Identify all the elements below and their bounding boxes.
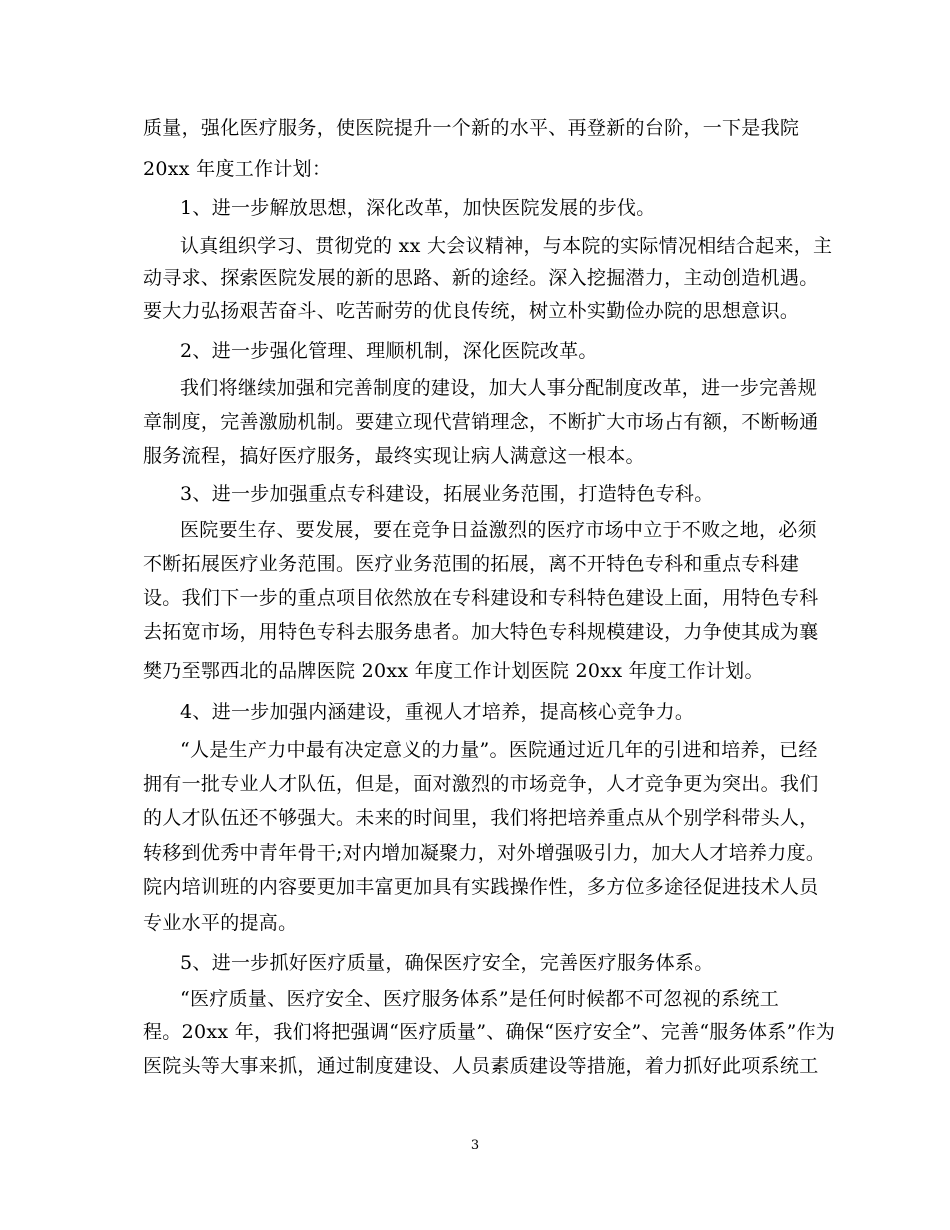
text-line: “医疗质量、医疗安全、医疗服务体系”是任何时候都不可忽视的系统工 bbox=[180, 988, 780, 1010]
text-line: 樊乃至鄂西北的品牌医院 20xx 年度工作计划医院 20xx 年度工作计划。 bbox=[143, 660, 764, 682]
text-line: 20xx 年度工作计划： bbox=[143, 158, 332, 180]
section-heading: 5、进一步抓好医疗质量，确保医疗安全，完善医疗服务体系。 bbox=[180, 952, 714, 974]
text-line: 章制度，完善激励机制。要建立现代营销理念，不断扩大市场占有额，不断畅通 bbox=[143, 411, 819, 433]
text-line: “人是生产力中最有决定意义的力量”。医院通过近几年的引进和培养，已经 bbox=[180, 739, 818, 761]
text-line: 医院要生存、要发展，要在竞争日益激烈的医疗市场中立于不败之地，必须 bbox=[180, 519, 817, 541]
text-line: 拥有一批专业人才队伍，但是，面对激烈的市场竞争，人才竞争更为突出。我们 bbox=[143, 773, 819, 795]
page-number: 3 bbox=[470, 1138, 480, 1153]
text-line: 医院头等大事来抓，通过制度建设、人员素质建设等措施，着力抓好此项系统工 bbox=[143, 1055, 819, 1077]
text-line: 设。我们下一步的重点项目依然放在专科建设和专科特色建设上面，用特色专科 bbox=[143, 587, 819, 609]
text-line: 认真组织学习、贯彻党的 xx 大会议精神，与本院的实际情况相结合起来，主 bbox=[180, 235, 833, 257]
text-line: 转移到优秀中青年骨干;对内增加凝聚力，对外增强吸引力，加大人才培养力度。 bbox=[143, 842, 826, 864]
text-line: 不断拓展医疗业务范围。医疗业务范围的拓展，离不开特色专科和重点专科建 bbox=[143, 553, 800, 575]
text-line: 要大力弘扬艰苦奋斗、吃苦耐劳的优良传统，树立朴实勤俭办院的思想意识。 bbox=[143, 300, 800, 322]
text-line: 程。20xx 年，我们将把强调“医疗质量”、确保“医疗安全”、完善“服务体系”作为 bbox=[143, 1021, 836, 1043]
section-heading: 1、进一步解放思想，深化改革，加快医院发展的步伐。 bbox=[180, 197, 656, 219]
text-line: 院内培训班的内容要更加丰富更加具有实践操作性，多方位多途径促进技术人员 bbox=[143, 876, 819, 898]
text-line: 动寻求、探索医院发展的新的思路、新的途经。深入挖掘潜力，主动创造机遇。 bbox=[143, 267, 819, 289]
text-line: 的人才队伍还不够强大。未来的时间里，我们将把培养重点从个别学科带头人， bbox=[143, 807, 819, 829]
text-line: 专业水平的提高。 bbox=[143, 912, 298, 934]
text-line: 服务流程，搞好医疗服务，最终实现让病人满意这一根本。 bbox=[143, 445, 645, 467]
text-line: 我们将继续加强和完善制度的建设，加大人事分配制度改革，进一步完善规 bbox=[180, 377, 817, 399]
section-heading: 4、进一步加强内涵建设，重视人才培养，提高核心竞争力。 bbox=[180, 701, 695, 723]
section-heading: 3、进一步加强重点专科建设，拓展业务范围，打造特色专科。 bbox=[180, 483, 714, 505]
text-line: 去拓宽市场，用特色专科去服务患者。加大特色专科规模建设，力争使其成为襄 bbox=[143, 621, 819, 643]
text-line: 质量，强化医疗服务，使医院提升一个新的水平、再登新的台阶，一下是我院 bbox=[143, 117, 800, 139]
section-heading: 2、进一步强化管理、理顺机制，深化医院改革。 bbox=[180, 340, 598, 362]
